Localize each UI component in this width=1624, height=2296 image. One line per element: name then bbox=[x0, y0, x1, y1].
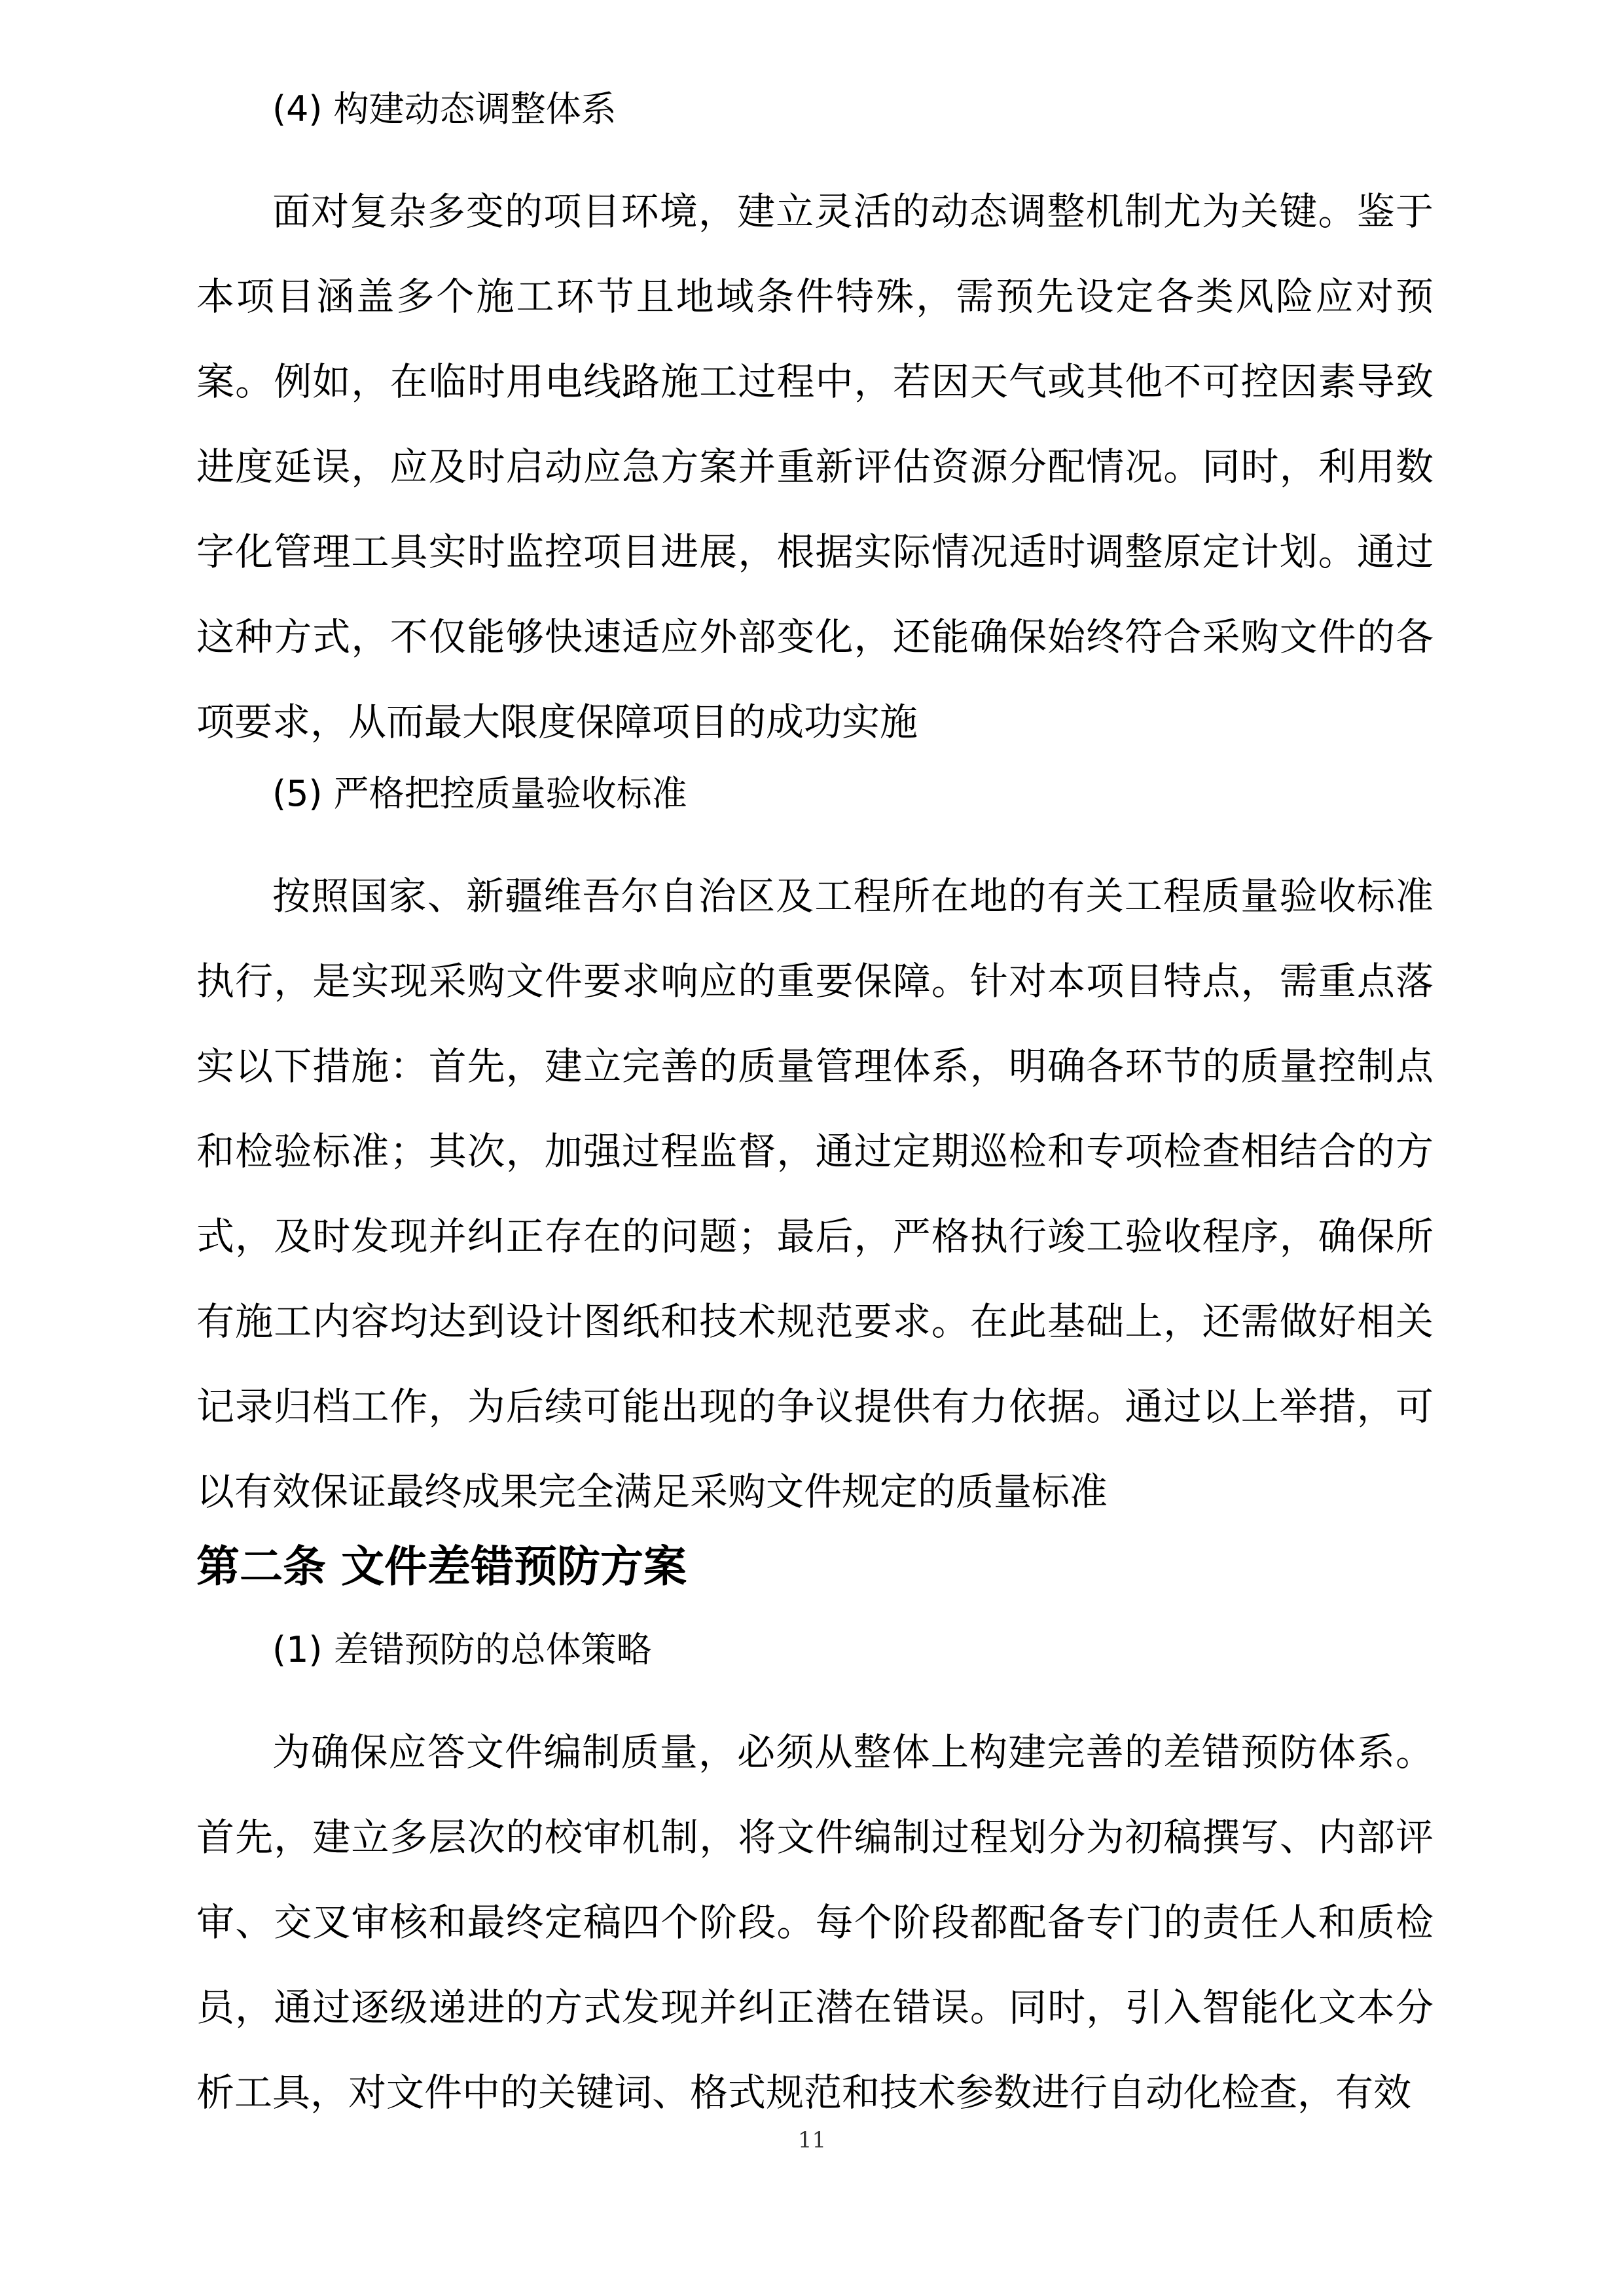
subheading-overall-strategy: (1) 差错预防的总体策略 bbox=[272, 1629, 652, 1670]
paragraph-overall-strategy: 为确保应答文件编制质量，必须从整体上构建完善的差错预防体系。首先，建立多层次的校审机制，将文件编制过程划分为初稿撰写、内部评审、交叉审核和最终定稿四个阶段。每个阶段都配备专门的责任人和质检员，通过逐级递进的方式发现并纠正潜在错误。同时，引入智能化文本分析工具，对文件中的关键词、格式规范和技术参数进行自动化检查，有效 bbox=[196, 1730, 1434, 2115]
section-title-error-prevention: 第二条 文件差错预防方案 bbox=[196, 1541, 687, 1592]
document-body bbox=[196, 84, 1434, 2135]
paragraph-dynamic-adjustment: 面对复杂多变的项目环境，建立灵活的动态调整机制尤为关键。鉴于本项目涵盖多个施工环节且地域条件特殊，需预先设定各类风险应对预案。例如，在临时用电线路施工过程中，若因天气或其他不可控因素导致进度延误，应及时启动应急方案并重新评估资源分配情况。同时，利用数字化管理工具实时监控项目进展，根据实际情况适时调整原定计划。通过这种方式，不仅能够快速适应外部变化，还能确保始终符合采购文件的各项要求，从而最大限度保障项目的成功实施 bbox=[196, 189, 1434, 744]
subheading-dynamic-adjustment: (4) 构建动态调整体系 bbox=[272, 88, 617, 130]
page-number: 11 bbox=[797, 2127, 827, 2153]
paragraph-quality-acceptance: 按照国家、新疆维吾尔自治区及工程所在地的有关工程质量验收标准执行，是实现采购文件要求响应的重要保障。针对本项目特点，需重点落实以下措施：首先，建立完善的质量管理体系，明确各环节的质量控制点和检验标准；其次，加强过程监督，通过定期巡检和专项检查相结合的方式，及时发现并纠正存在的问题；最后，严格执行竣工验收程序，确保所有施工内容均达到设计图纸和技术规范要求。在此基础上，还需做好相关记录归档工作，为后续可能出现的争议提供有力依据。通过以上举措，可以有效保证最终成果完全满足采购文件规定的质量标准 bbox=[196, 874, 1434, 1514]
subheading-quality-acceptance: (5) 严格把控质量验收标准 bbox=[272, 773, 687, 814]
